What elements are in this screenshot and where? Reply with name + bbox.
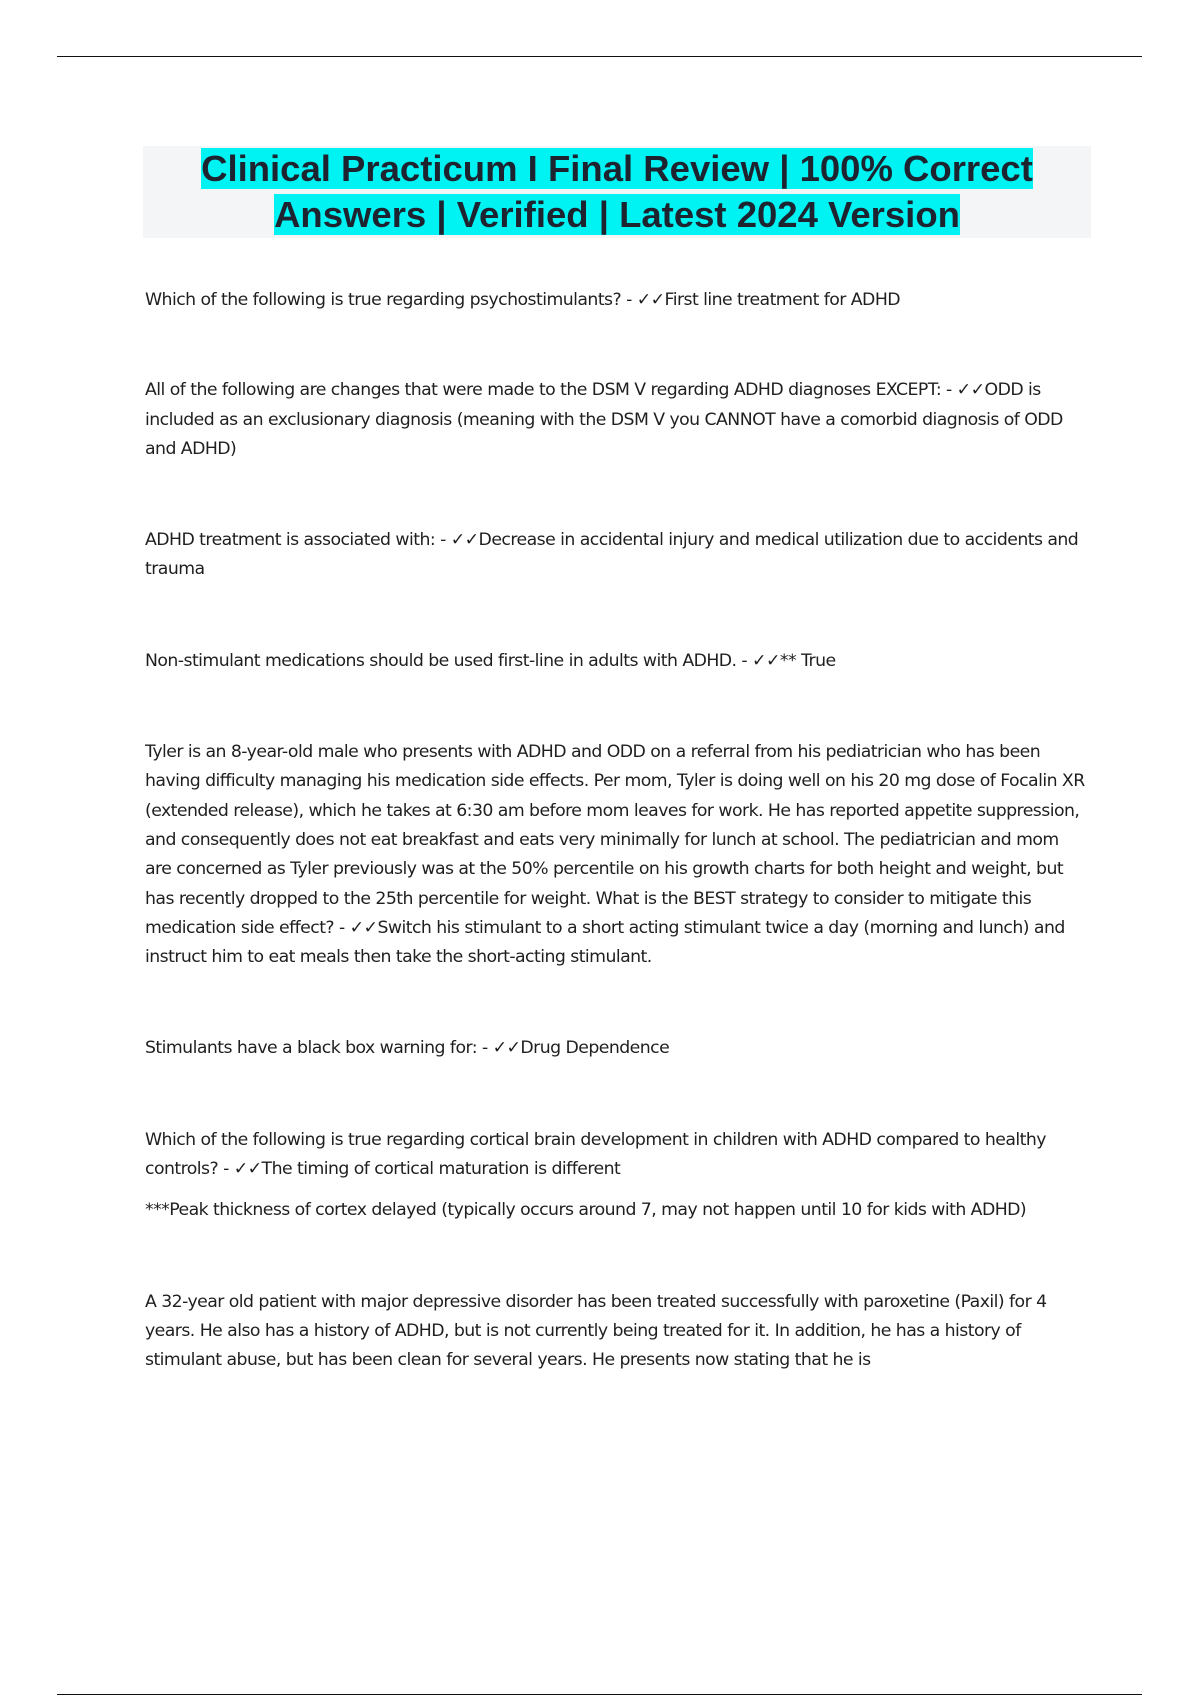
qa-item-2: All of the following are changes that were made to the DSM V regarding ADHD diagnoses EXCEPT: - ✓✓ODD is included as an exclusionary diagnosis (meaning with the DSM V you CANNOT have a comorbid diagnosis of ODD and ADHD) (145, 380, 1063, 459)
title-block (143, 146, 1091, 238)
document-title (143, 146, 1091, 238)
bottom-rule (57, 1694, 1142, 1695)
title-line-2: Answers | Verified | Latest 2024 Version (274, 194, 960, 235)
qa-item-8: A 32-year old patient with major depressive disorder has been treated successfully with paroxetine (Paxil) for 4 years. He also has a history of ADHD, but is not currently being treated for it. In addition, he has a history of stimulant abuse, but has been clean for several years. He presents now stating that he is (145, 1291, 1047, 1371)
qa-item-1: Which of the following is true regarding psychostimulants? - ✓✓First line treatment for ADHD (145, 290, 901, 310)
qa-item-7: Which of the following is true regarding cortical brain development in children with ADHD compared to healthy controls? - ✓✓The timing of cortical maturation is different (145, 1129, 1046, 1180)
qa-item-7-note: ***Peak thickness of cortex delayed (typically occurs around 7, may not happen until 10 for kids with ADHD) (145, 1200, 1027, 1221)
qa-item-4: Non-stimulant medications should be used first-line in adults with ADHD. - ✓✓** True (145, 650, 836, 671)
document-body (145, 286, 1085, 1376)
title-line-1: Clinical Practicum I Final Review | 100% Correct (201, 148, 1033, 189)
qa-item-3: ADHD treatment is associated with: - ✓✓Decrease in accidental injury and medical utilization due to accidents and trauma (145, 530, 1079, 580)
top-rule (57, 56, 1142, 57)
qa-item-5: Tyler is an 8-year-old male who presents with ADHD and ODD on a referral from his pediatrician who has been having difficulty managing his medication side effects. Per mom, Tyler is doing well on his 20 mg dose of Focalin XR (extended release), which he takes at 6:30 am before mom leaves for work. He has reported appetite suppression, and consequently does not eat breakfast and eats very minimally for lunch at school. The pediatrician and mom are concerned as Tyler previously was at the 50% percentile on his growth charts for both height and weight, but has recently dropped to the 25th percentile for weight. What is the BEST strategy to consider to mitigate this medication side effect? - ✓✓Switch his stimulant to a short acting stimulant twice a day (morning and lunch) and instruct him to eat meals then take the short-acting stimulant. (145, 742, 1085, 968)
qa-item-6: Stimulants have a black box warning for: - ✓✓Drug Dependence (145, 1038, 670, 1059)
